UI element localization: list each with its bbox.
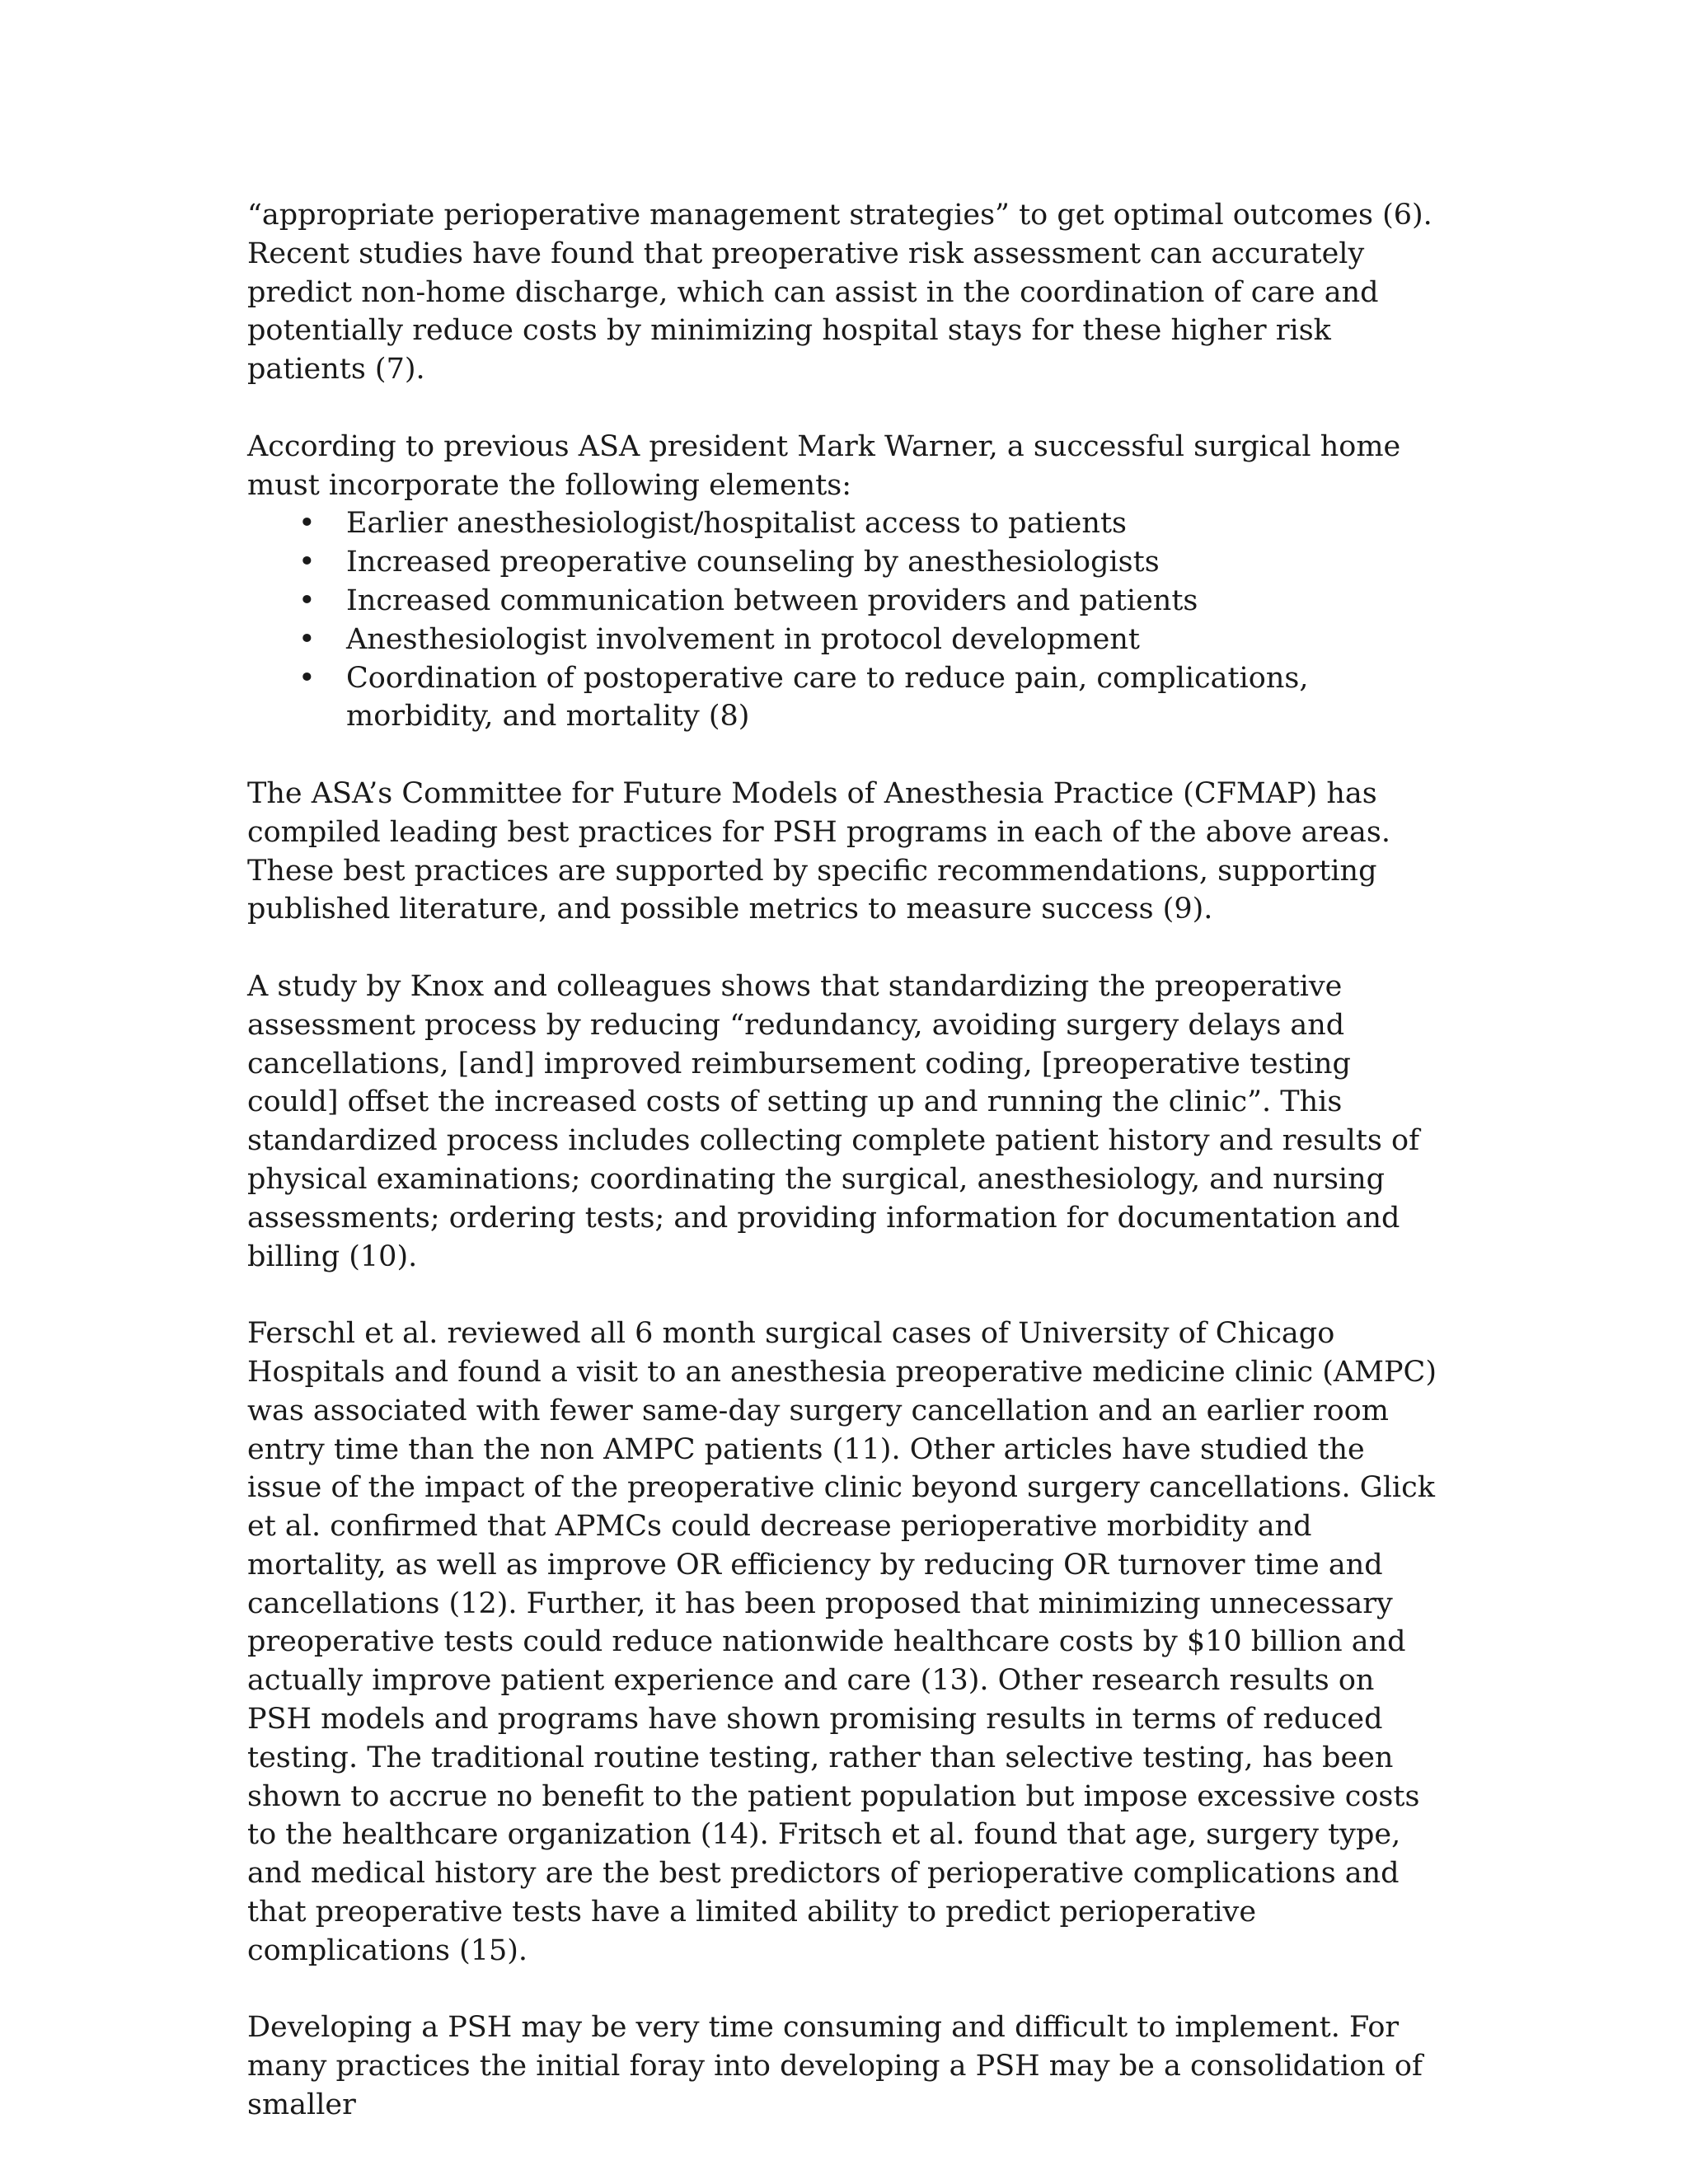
paragraph-knox-study: A study by Knox and colleagues shows that standardizing the preoperative assessment process by reducing “redundancy, avoiding surgery delays and cancellations, [and] improved reimbursement coding, [preoperative testing could] offset the increased costs of setting up and running the clinic”. This standardized process includes collecting complete patient history and results of physical examinations; coordinating the surgical, anesthesiology, and nursing assessments; ordering tests; and providing information for documentation and billing (10). (247, 969, 1420, 1273)
list-item (247, 504, 1442, 543)
paragraph-developing-psh: Developing a PSH may be very time consuming and difficult to implement. For many practices the initial foray into developing a PSH may be a consolidation of smaller (247, 2011, 1423, 2122)
paragraph-ferschl-study: Ferschl et al. reviewed all 6 month surgical cases of University of Chicago Hospitals and found a visit to an anesthesia preoperative medicine clinic (AMPC) was associated with fewer same-day surgery cancellation and an earlier room entry time than the non AMPC patients (11). Other articles have studied the issue of the impact of the preoperative clinic beyond surgery cancellations. Glick et al. confirmed that APMCs could decrease perioperative morbidity and mortality, as well as improve OR efficiency by reducing OR turnover time and cancellations (12). Further, it has been proposed that minimizing unnecessary preoperative tests could reduce nationwide healthcare costs by $10 billion and actually improve patient experience and care (13). Other research results on PSH models and programs have shown promising results in terms of reduced testing. The traditional routine testing, rather than selective testing, has been shown to accrue no benefit to the patient population but impose excessive costs to the healthcare organization (14). Fritsch et al. found that age, surgery type, and medical history are the best predictors of perioperative complications and that preoperative tests have a limited ability to predict perioperative complications (15). (247, 1317, 1437, 1967)
paragraph-cfmap: The ASA’s Committee for Future Models of Anesthesia Practice (CFMAP) has compiled leading best practices for PSH programs in each of the above areas. These best practices are supported by specific recommendations, supporting published literature, and possible metrics to measure success (9). (247, 776, 1390, 926)
paragraph-warner-intro: According to previous ASA president Mark Warner, a successful surgical home must incorporate the following elements: (247, 429, 1401, 502)
paragraph-outcomes: “appropriate perioperative management strategies” to get optimal outcomes (6). Recent studies have found that preoperative risk assessment can accurately predict non-home discharge, which can assist in the coordination of care and potentially reduce costs by minimizing hospital stays for these higher risk patients (7). (247, 199, 1432, 387)
bullet-icon: • (298, 583, 316, 617)
list-item-text: Anesthesiologist involvement in protocol development (346, 622, 1140, 656)
bullet-icon: • (298, 661, 316, 695)
list-item-text: Increased preoperative counseling by anesthesiologists (346, 546, 1160, 579)
bullet-icon: • (298, 546, 316, 579)
list-item-text: Increased communication between providers and patients (346, 583, 1198, 617)
elements-list (247, 504, 1442, 736)
document-body (247, 196, 1442, 2125)
bullet-icon: • (298, 507, 316, 541)
list-item (247, 582, 1442, 621)
list-item (247, 543, 1442, 582)
list-item (247, 621, 1442, 659)
bullet-icon: • (298, 622, 316, 656)
list-item-text: Earlier anesthesiologist/hospitalist access to patients (346, 507, 1127, 541)
list-item-text: Coordination of postoperative care to reduce pain, complications, morbidity, and mortality (8) (346, 661, 1309, 733)
list-item (247, 659, 1442, 737)
